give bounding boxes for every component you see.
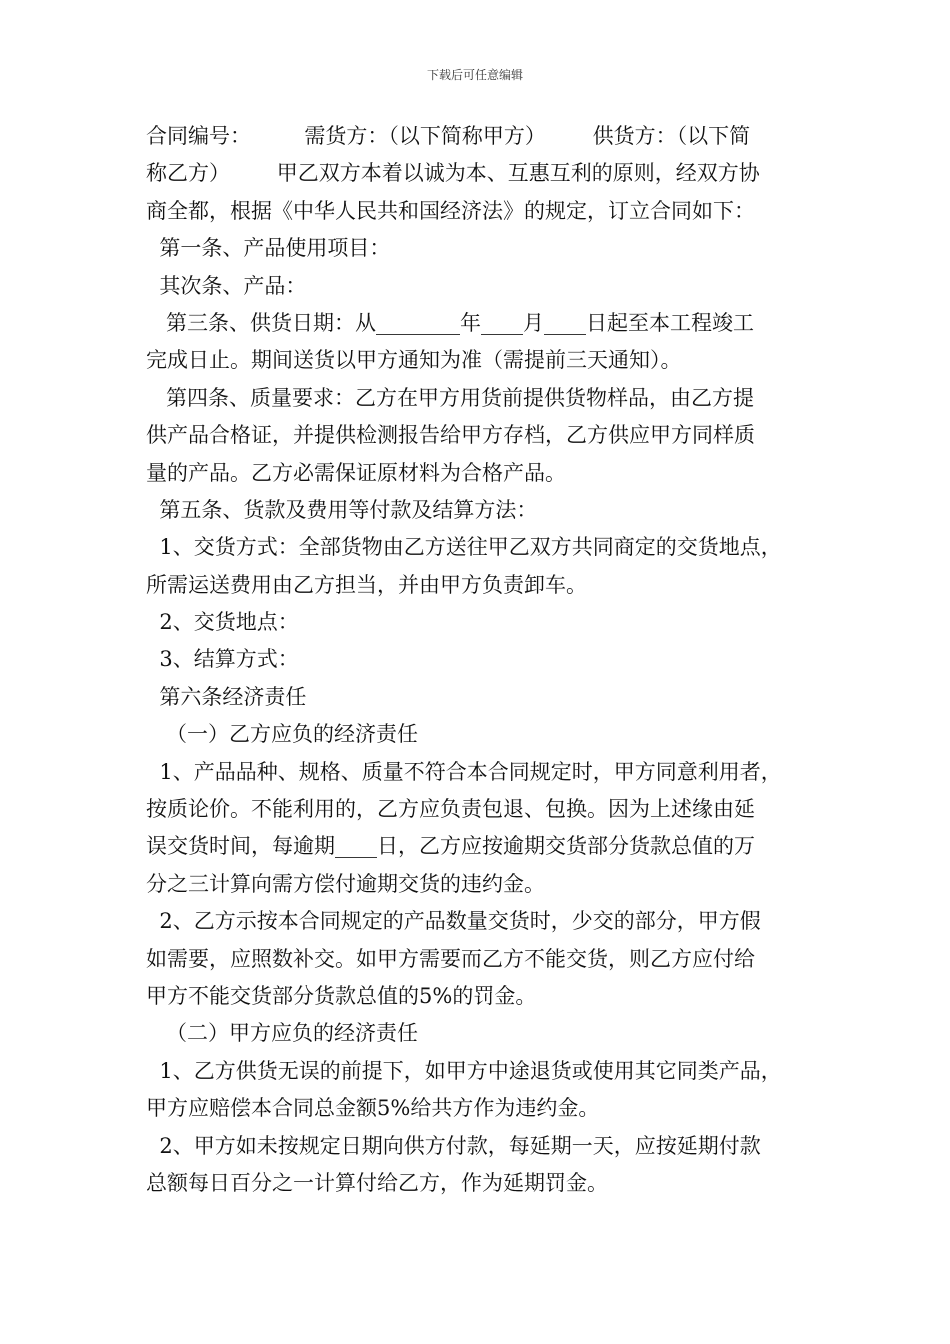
text-line: 称乙方） 甲乙双方本着以诚为本、互惠互利的原则，经双方协 bbox=[146, 161, 760, 186]
text-line: 甲方应赔偿本合同总金额5%给共方作为违约金。 bbox=[146, 1096, 600, 1121]
text-line: 所需运送费用由乙方担当，并由甲方负责卸车。 bbox=[146, 572, 587, 597]
text-line: 如需要，应照数补交。如甲方需要而乙方不能交货，则乙方应付给 bbox=[146, 946, 755, 971]
text-line: 其次条、产品： bbox=[146, 273, 307, 298]
text-line: 第六条经济责任 bbox=[146, 684, 307, 709]
text-line: 总额每日百分之一计算付给乙方，作为延期罚金。 bbox=[146, 1170, 608, 1195]
text-line: 供产品合格证，并提供检测报告给甲方存档，乙方供应甲方同样质 bbox=[146, 423, 755, 448]
text-line: 1、乙方供货无误的前提下，如甲方中途退货或使用其它同类产品， bbox=[146, 1058, 782, 1083]
text-line: 合同编号： 需货方：（以下简称甲方） 供货方：（以下简 bbox=[146, 124, 751, 148]
text-line: 2、交货地点： bbox=[146, 610, 299, 635]
text-line: （一）乙方应负的经济责任 bbox=[146, 722, 419, 747]
text-line: 甲方不能交货部分货款总值的5%的罚金。 bbox=[146, 983, 537, 1008]
text-line: 2、甲方如未按规定日期向供方付款，每延期一天，应按延期付款 bbox=[146, 1133, 761, 1158]
text-line: 第五条、货款及费用等付款及结算方法： bbox=[146, 497, 538, 522]
text-line: 完成日止。期间送货以甲方通知为准（需提前三天通知）。 bbox=[146, 348, 682, 373]
text-line: 商全都，根据《中华人民共和国经济法》的规定，订立合同如下： bbox=[146, 198, 755, 223]
text-line: 第四条、质量要求：乙方在甲方用货前提供货物样品，由乙方提 bbox=[146, 385, 755, 410]
text-line: 量的产品。乙方必需保证原材料为合格产品。 bbox=[146, 460, 566, 485]
text-line: 误交货时间，每逾期____日，乙方应按逾期交货部分货款总值的万 bbox=[146, 834, 755, 859]
text-line: 分之三计算向需方偿付逾期交货的违约金。 bbox=[146, 871, 545, 896]
contract-body bbox=[146, 118, 810, 1202]
text-line: （二）甲方应负的经济责任 bbox=[146, 1021, 419, 1046]
text-line: 2、乙方示按本合同规定的产品数量交货时，少交的部分，甲方假 bbox=[146, 909, 761, 934]
page-header: 下载后可任意编辑 bbox=[426, 68, 523, 82]
text-line: 1、产品品种、规格、质量不符合本合同规定时，甲方同意利用者， bbox=[146, 759, 782, 784]
text-line: 第三条、供货日期：从________年____月____日起至本工程竣工 bbox=[146, 310, 755, 335]
text-line: 第一条、产品使用项目： bbox=[146, 236, 391, 261]
text-line: 1、交货方式：全部货物由乙方送往甲乙双方共同商定的交货地点， bbox=[146, 535, 782, 560]
text-line: 按质论价。不能利用的，乙方应负责包退、包换。因为上述缘由延 bbox=[146, 797, 755, 822]
text-line: 3、结算方式： bbox=[146, 647, 299, 672]
